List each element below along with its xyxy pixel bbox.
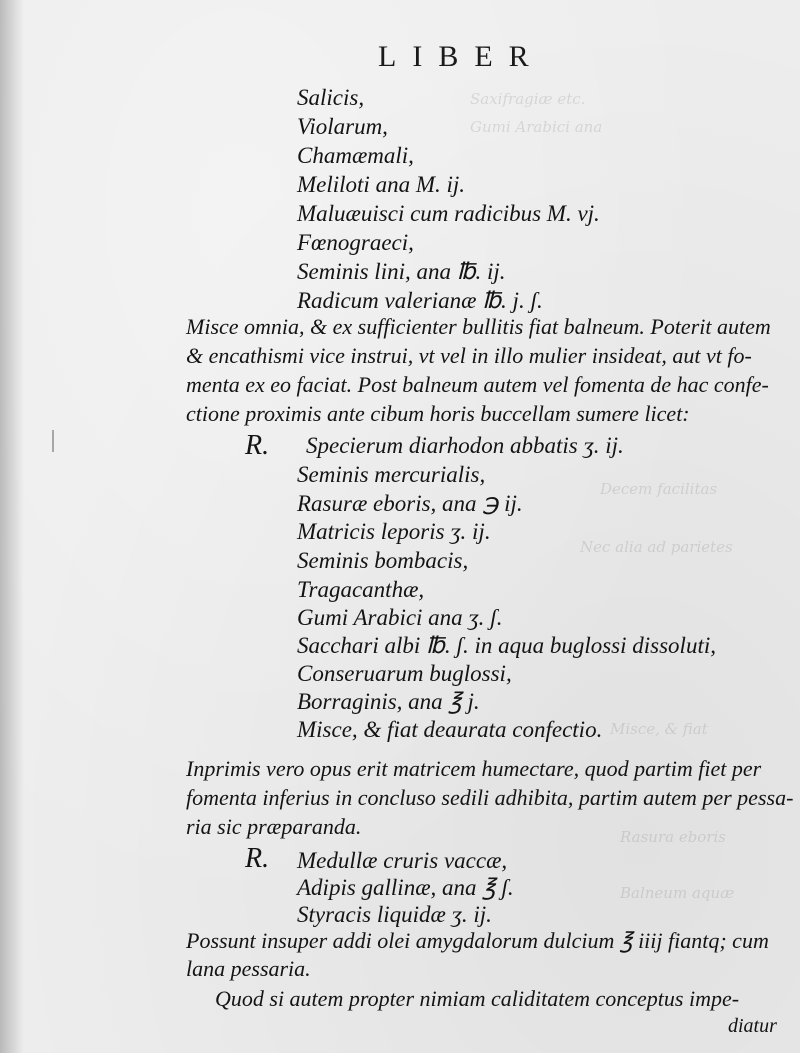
body-text-line: lana pessaria. <box>186 956 311 981</box>
recipe-ingredient: Meliloti ana M. ij. <box>297 172 466 197</box>
body-text-line: & encathismi vice instrui, vt vel in illo mulier insideat, aut vt fo- <box>186 343 752 368</box>
recipe-ingredient: Medullæ cruris vaccæ, <box>297 848 508 873</box>
recipe-ingredient: Maluæuisci cum radicibus M. vj. <box>297 201 600 226</box>
recipe-ingredient: Seminis mercurialis, <box>297 462 486 487</box>
recipe-symbol: R. <box>245 430 270 461</box>
margin-mark <box>52 430 54 452</box>
body-text-line: ctione proximis ante cibum horis buccellam sumere licet: <box>186 401 690 426</box>
recipe-ingredient: Specierum diarhodon abbatis ʒ. ij. <box>306 433 624 458</box>
recipe-ingredient: Sacchari albi ℔. ʃ. in aqua buglossi dissoluti, <box>297 633 716 658</box>
recipe-ingredient: Seminis bombacis, <box>297 548 469 573</box>
show-through-text: Balneum aquæ <box>620 884 735 902</box>
recipe-ingredient: Conseruarum buglossi, <box>297 661 512 686</box>
show-through-text: Saxifragiæ etc. <box>470 90 586 108</box>
recipe-ingredient: Violarum, <box>297 114 388 139</box>
show-through-text: Rasura eboris <box>620 828 726 846</box>
recipe-ingredient: Radicum valerianæ ℔. j. ʃ. <box>297 288 543 313</box>
body-text-line: menta ex eo faciat. Post balneum autem vel fomenta de hac confe- <box>186 372 769 397</box>
body-text-line: ria sic præparanda. <box>186 814 362 839</box>
recipe-symbol: R. <box>245 843 270 874</box>
recipe-ingredient: Styracis liquidæ ʒ. ij. <box>297 902 492 927</box>
recipe-ingredient: Adipis gallinæ, ana ℥ ʃ. <box>297 875 514 900</box>
recipe-ingredient: Gumi Arabici ana ʒ. ʃ. <box>297 605 503 630</box>
body-text-line: Quod si autem propter nimiam caliditatem conceptus impe- <box>215 986 740 1011</box>
recipe-ingredient: Tragacanthæ, <box>297 577 425 602</box>
recipe-ingredient: Fœnograeci, <box>297 230 414 255</box>
body-text-line: Possunt insuper addi olei amygdalorum dulcium ℥ iiij fiantq; cum <box>186 928 769 953</box>
show-through-text: Gumi Arabici ana <box>470 118 603 136</box>
body-text-line: fomenta inferius in concluso sedili adhibita, partim autem per pessa- <box>186 785 794 810</box>
recipe-ingredient: Chamæmali, <box>297 143 414 168</box>
catchword: diatur <box>728 1015 777 1037</box>
body-text-line: Inprimis vero opus erit matricem humectare, quod partim fiet per <box>186 756 762 781</box>
recipe-ingredient: Borraginis, ana ℥ j. <box>297 689 480 714</box>
binding-shadow <box>0 0 24 1053</box>
recipe-ingredient: Misce, & fiat deaurata confectio. <box>297 717 603 742</box>
body-text-line: Misce omnia, & ex sufficienter bullitis fiat balneum. Poterit autem <box>186 314 771 339</box>
recipe-ingredient: Seminis lini, ana ℔. ij. <box>297 259 506 284</box>
running-head: LIBER <box>378 40 545 73</box>
show-through-text: Decem facilitas <box>600 480 718 498</box>
recipe-ingredient: Matricis leporis ʒ. ij. <box>297 519 491 544</box>
recipe-ingredient: Salicis, <box>297 85 365 110</box>
show-through-text: Misce, & fiat <box>610 720 708 738</box>
recipe-ingredient: Rasuræ eboris, ana ℈ ij. <box>297 491 523 516</box>
show-through-text: Nec alia ad parietes <box>580 538 733 556</box>
